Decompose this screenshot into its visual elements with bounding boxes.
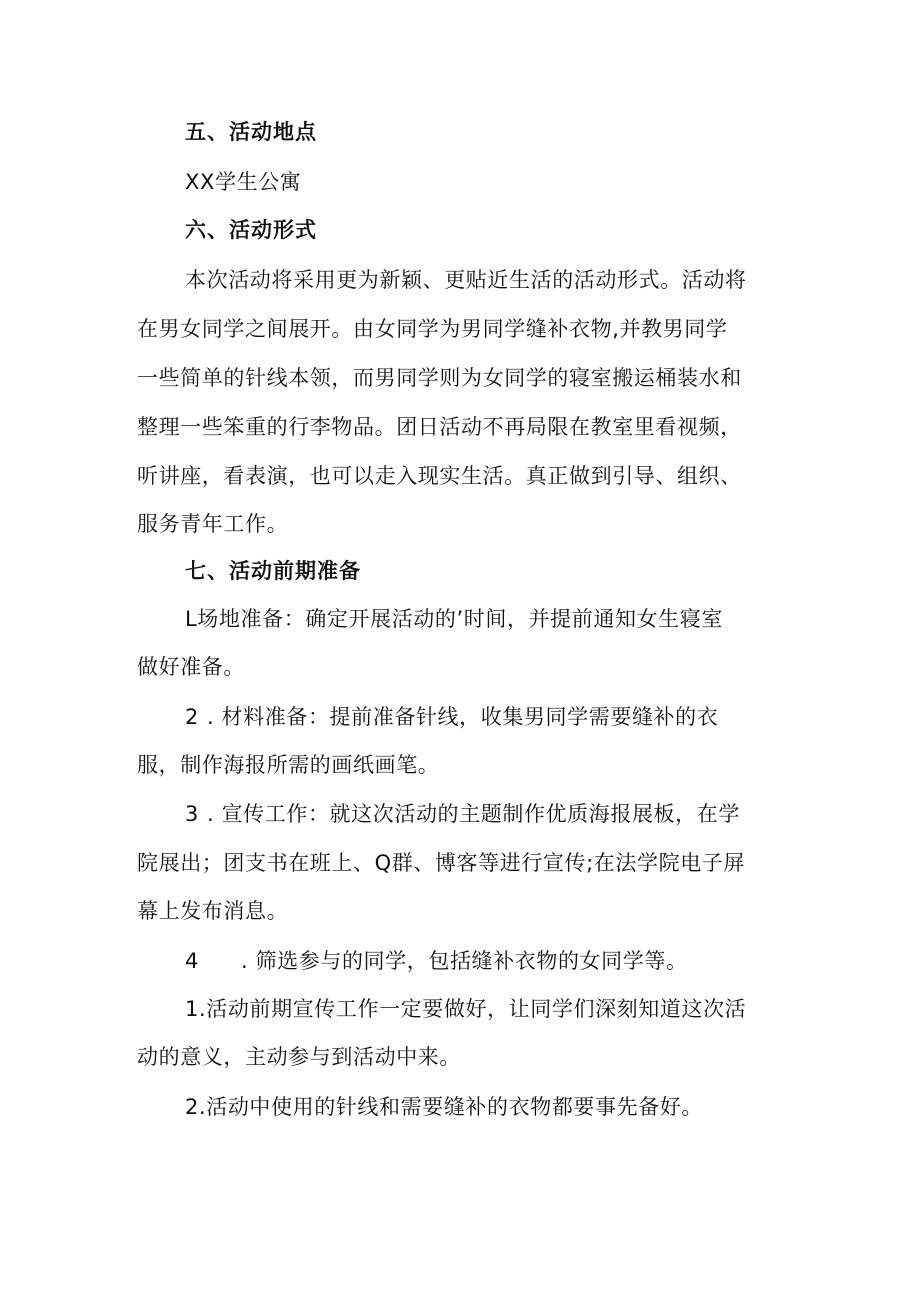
heading-pre-activity-preparation: 七、活动前期准备	[185, 559, 361, 583]
note-1-line	[185, 994, 746, 1024]
prep-item-3-line	[185, 799, 740, 829]
note-1-text: .活动前期宣传工作一定要做好，让同学们深刻知道这次活	[199, 997, 747, 1021]
form-paragraph-line: 一些简单的针线本领，而男同学则为女同学的寝室搬运桶装水和	[137, 366, 742, 390]
prep-item-3-line: 幕上发布消息。	[137, 899, 289, 923]
location-text: XX学生公寓	[185, 170, 302, 194]
form-paragraph-line: 服务青年工作。	[137, 512, 289, 536]
note-1-number: 1	[185, 997, 199, 1021]
prep-item-2-line: 服，制作海报所需的画纸画笔。	[137, 753, 440, 777]
prep-item-2-line	[185, 702, 718, 732]
note-2-line: 2.活动中使用的针线和需要缝补的衣物都要事先备好。	[185, 1095, 704, 1119]
prep-item-3-text: . 宣传工作：就这次活动的主题制作优质海报展板，在学	[207, 802, 740, 826]
heading-activity-location: 五、活动地点	[185, 120, 317, 144]
heading-activity-form: 六、活动形式	[185, 218, 317, 242]
prep-item-2-text: . 材料准备：提前准备针线，收集男同学需要缝补的衣	[207, 705, 719, 729]
form-paragraph-line: 整理一些笨重的行李物品。团日活动不再局限在教室里看视频，	[137, 415, 742, 439]
prep-item-4-number: 4	[185, 949, 199, 973]
prep-item-2-number: 2	[185, 705, 199, 729]
prep-item-4-line	[185, 946, 688, 976]
form-paragraph-line: 本次活动将采用更为新颖、更贴近生活的活动形式。活动将	[185, 268, 747, 292]
form-paragraph-line: 听讲座，看表演，也可以走入现实生活。真正做到引导、组织、	[137, 464, 742, 488]
prep-item-1-line: 做好准备。	[137, 655, 245, 679]
prep-item-4-text: . 筛选参与的同学，包括缝补衣物的女同学等。	[241, 949, 688, 973]
form-paragraph-line: 在男女同学之间展开。由女同学为男同学缝补衣物,并教男同学	[137, 317, 728, 341]
prep-item-1-line: L场地准备：确定开展活动的’时间，并提前通知女生寝室	[185, 607, 723, 631]
note-1-line: 动的意义，主动参与到活动中来。	[137, 1045, 461, 1069]
prep-item-3-number: 3	[185, 802, 199, 826]
prep-item-3-line: 院展出；团支书在班上、Q群、博客等进行宣传;在法学院电子屏	[137, 851, 746, 875]
